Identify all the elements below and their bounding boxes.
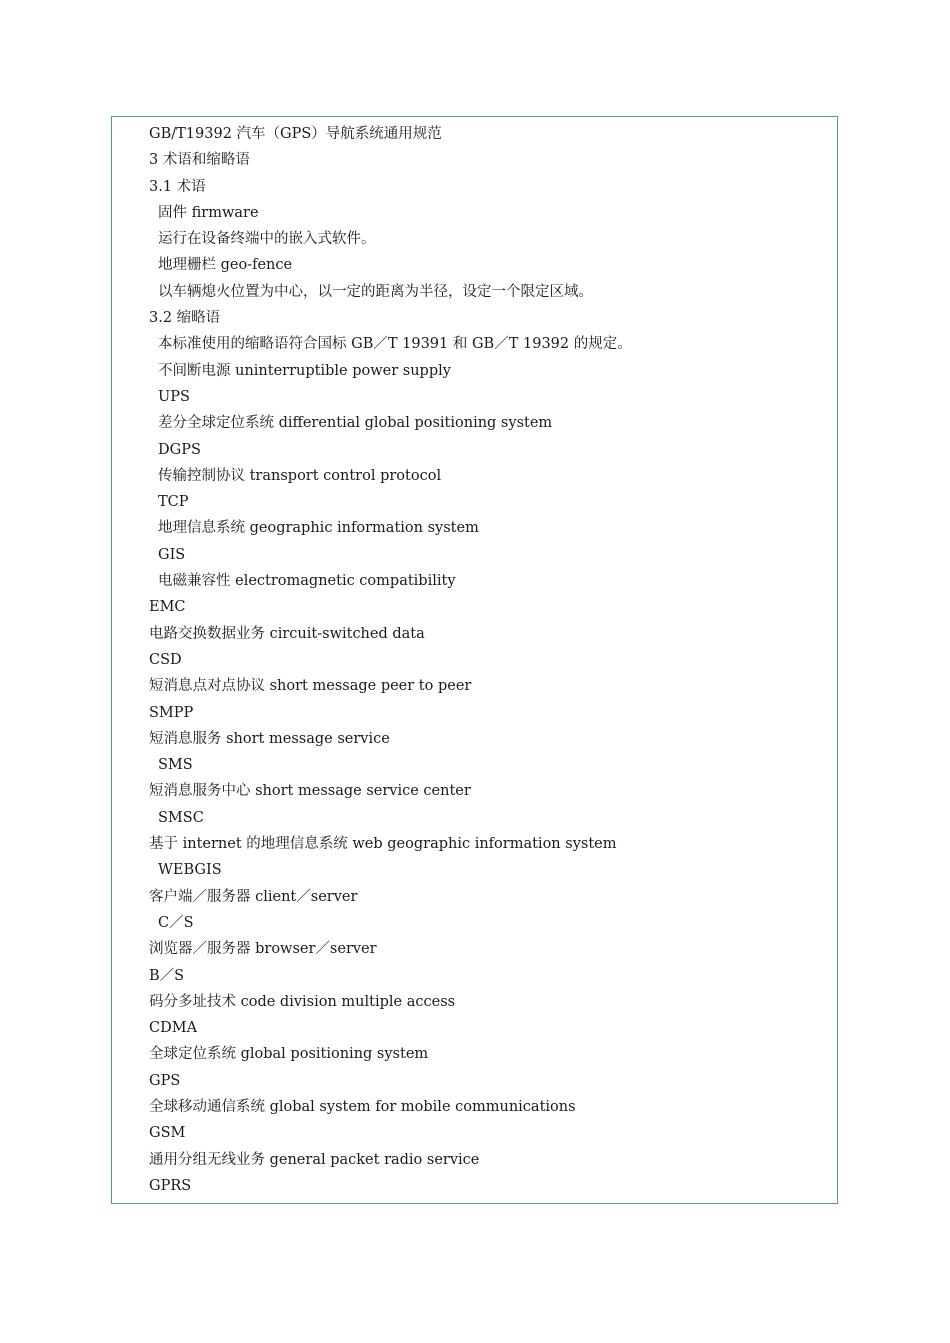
abbreviation: GSM xyxy=(149,1125,186,1142)
abbreviation: CSD xyxy=(149,651,182,668)
abbreviation-term: 传输控制协议 transport control protocol xyxy=(158,467,442,484)
abbreviation: B／S xyxy=(149,967,185,984)
abbreviation-term: 浏览器／服务器 browser／server xyxy=(149,941,377,958)
abbreviation: SMPP xyxy=(149,704,194,721)
section-heading: 3 术语和缩略语 xyxy=(149,152,250,169)
abbreviation-term: 全球定位系统 global positioning system xyxy=(149,1046,429,1063)
abbreviation-term: 不间断电源 uninterruptible power supply xyxy=(158,362,451,379)
subsection-heading: 3.1 术语 xyxy=(149,178,206,195)
abbreviation: GPRS xyxy=(149,1177,192,1194)
abbreviation-term: 差分全球定位系统 differential global positioning system xyxy=(158,415,553,432)
abbreviation: GIS xyxy=(158,546,186,563)
abbreviation: EMC xyxy=(149,599,186,616)
abbreviation-term: 全球移动通信系统 global system for mobile communications xyxy=(149,1098,576,1115)
abbreviation-term: 短消息服务 short message service xyxy=(149,730,390,747)
term-definition: 以车辆熄火位置为中心，以一定的距离为半径，设定一个限定区域。 xyxy=(158,283,593,300)
abbreviation: C／S xyxy=(158,914,194,931)
abbreviation: DGPS xyxy=(158,441,201,458)
abbreviation: WEBGIS xyxy=(158,862,222,879)
paragraph: 本标准使用的缩略语符合国标 GB／T 19391 和 GB／T 19392 的规定。 xyxy=(158,336,632,353)
abbreviation-term: 短消息服务中心 short message service center xyxy=(149,783,471,800)
abbreviation-term: 通用分组无线业务 general packet radio service xyxy=(149,1151,480,1168)
term-entry: 地理栅栏 geo-fence xyxy=(158,257,293,274)
abbreviation-term: 码分多址技术 code division multiple access xyxy=(149,993,456,1010)
standard-reference: GB/T19392 汽车（GPS）导航系统通用规范 xyxy=(149,126,442,142)
abbreviation: GPS xyxy=(149,1072,181,1089)
abbreviation-term: 基于 internet 的地理信息系统 web geographic information system xyxy=(149,836,617,853)
abbreviation-term: 短消息点对点协议 short message peer to peer xyxy=(149,678,472,695)
abbreviation-term: 客户端／服务器 client／server xyxy=(149,888,358,905)
abbreviation: SMSC xyxy=(158,809,204,826)
abbreviation: SMS xyxy=(158,757,193,774)
term-entry: 固件 firmware xyxy=(158,204,259,221)
term-definition: 运行在设备终端中的嵌入式软件。 xyxy=(158,231,376,248)
abbreviation-term: 电路交换数据业务 circuit-switched data xyxy=(149,625,425,642)
abbreviation: UPS xyxy=(158,388,190,405)
document-body xyxy=(149,121,829,1199)
abbreviation: TCP xyxy=(158,494,189,511)
abbreviation-term: 地理信息系统 geographic information system xyxy=(158,520,479,537)
abbreviation-term: 电磁兼容性 electromagnetic compatibility xyxy=(158,573,456,590)
abbreviation: CDMA xyxy=(149,1020,198,1037)
subsection-heading: 3.2 缩略语 xyxy=(149,310,221,327)
